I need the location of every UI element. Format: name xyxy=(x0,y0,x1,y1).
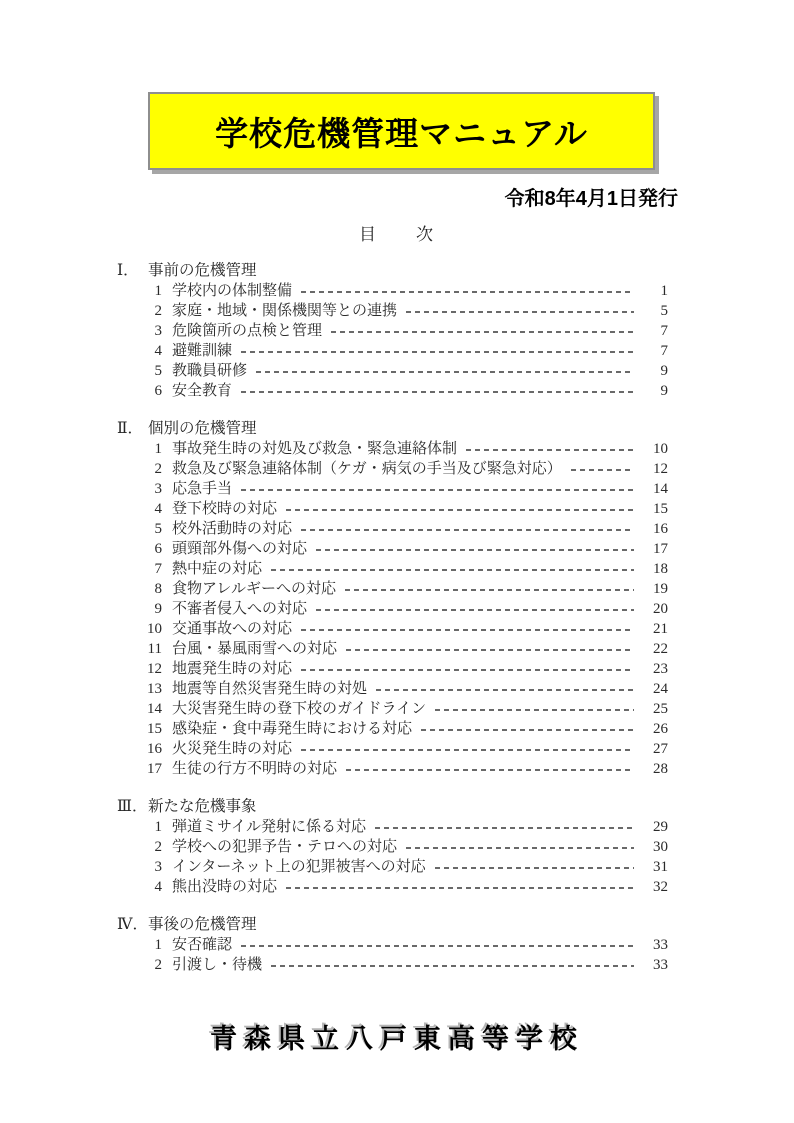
dash-leader xyxy=(376,689,634,691)
item-page-number: 5 xyxy=(660,303,668,319)
item-number: 17 xyxy=(147,761,162,777)
school-name: 青森県立八戸東高等学校 xyxy=(210,1024,584,1054)
item-number: 3 xyxy=(154,323,162,339)
toc-item-row xyxy=(117,579,668,599)
dash-leader xyxy=(271,569,634,571)
item-title: 学校内の体制整備 xyxy=(172,283,293,299)
item-title: 頭頸部外傷への対応 xyxy=(172,541,308,557)
section-items xyxy=(117,817,668,897)
toc-item-row xyxy=(117,361,668,381)
item-number: 4 xyxy=(154,501,162,517)
dash-leader xyxy=(346,769,634,771)
toc-section xyxy=(117,797,668,897)
dash-leader xyxy=(271,965,634,967)
item-number: 3 xyxy=(154,481,162,497)
dash-leader xyxy=(241,945,634,947)
item-page-number: 7 xyxy=(660,323,668,339)
toc-section xyxy=(117,419,668,779)
section-numeral: Ⅲ． xyxy=(117,798,148,815)
item-number: 2 xyxy=(154,303,162,319)
item-page-number: 26 xyxy=(653,721,668,737)
toc-item-row xyxy=(117,659,668,679)
item-title: 感染症・食中毒発生時における対応 xyxy=(172,721,413,737)
item-title: 危険箇所の点検と管理 xyxy=(172,323,323,339)
dash-leader xyxy=(346,649,634,651)
item-page-number: 16 xyxy=(653,521,668,537)
item-page-number: 10 xyxy=(653,441,668,457)
item-number: 1 xyxy=(154,937,162,953)
dash-leader xyxy=(241,391,634,393)
dash-leader xyxy=(301,529,634,531)
toc-item-row xyxy=(117,837,668,857)
item-number: 1 xyxy=(154,283,162,299)
toc-heading: 目 次 xyxy=(359,225,435,244)
item-number: 11 xyxy=(147,641,162,657)
item-page-number: 17 xyxy=(653,541,668,557)
item-number: 8 xyxy=(154,581,162,597)
item-title: 地震発生時の対応 xyxy=(172,661,293,677)
toc-item-row xyxy=(117,679,668,699)
section-numeral: Ⅱ． xyxy=(117,420,144,437)
section-title: 事後の危機管理 xyxy=(148,916,257,933)
item-title: 熱中症の対応 xyxy=(172,561,263,577)
toc-item-row xyxy=(117,301,668,321)
toc-item-row xyxy=(117,341,668,361)
toc-item-row xyxy=(117,381,668,401)
dash-leader xyxy=(331,331,634,333)
title-banner xyxy=(148,92,655,170)
item-number: 12 xyxy=(147,661,162,677)
item-number: 16 xyxy=(147,741,162,757)
toc-item-row xyxy=(117,699,668,719)
item-number: 1 xyxy=(154,441,162,457)
dash-leader xyxy=(286,887,634,889)
toc-item-row xyxy=(117,519,668,539)
toc-item-row xyxy=(117,639,668,659)
item-title: 安全教育 xyxy=(172,383,233,399)
toc-item-row xyxy=(117,499,668,519)
item-title: 熊出没時の対応 xyxy=(172,879,278,895)
toc-item-row xyxy=(117,877,668,897)
dash-leader xyxy=(375,827,634,829)
dash-leader xyxy=(345,589,634,591)
dash-leader xyxy=(301,669,634,671)
item-page-number: 15 xyxy=(653,501,668,517)
dash-leader xyxy=(406,311,634,313)
dash-leader xyxy=(241,351,634,353)
item-title: 食物アレルギーへの対応 xyxy=(172,581,337,597)
item-title: 生徒の行方不明時の対応 xyxy=(172,761,338,777)
item-number: 3 xyxy=(154,859,162,875)
item-title: 地震等自然災害発生時の対処 xyxy=(172,681,368,697)
item-title: 応急手当 xyxy=(172,481,233,497)
item-number: 5 xyxy=(154,363,162,379)
toc-item-row xyxy=(117,817,668,837)
toc-item-row xyxy=(117,439,668,459)
dash-leader xyxy=(301,291,634,293)
item-title: 弾道ミサイル発射に係る対応 xyxy=(172,819,366,835)
toc-item-row xyxy=(117,559,668,579)
item-page-number: 18 xyxy=(653,561,668,577)
item-number: 1 xyxy=(154,819,162,835)
item-title: 学校への犯罪予告・テロへの対応 xyxy=(172,839,398,855)
item-title: 家庭・地域・関係機関等との連携 xyxy=(172,303,398,319)
item-number: 2 xyxy=(154,461,162,477)
toc-item-row xyxy=(117,321,668,341)
toc-item-row xyxy=(117,281,668,301)
dash-leader xyxy=(435,709,634,711)
item-title: 引渡し・待機 xyxy=(172,957,263,973)
item-page-number: 14 xyxy=(653,481,668,497)
item-title: インターネット上の犯罪被害への対応 xyxy=(172,859,426,875)
item-page-number: 21 xyxy=(653,621,668,637)
dash-leader xyxy=(301,749,634,751)
item-page-number: 7 xyxy=(660,343,668,359)
item-number: 4 xyxy=(154,343,162,359)
toc-item-row xyxy=(117,459,668,479)
item-title: 不審者侵入への対応 xyxy=(172,601,308,617)
item-page-number: 19 xyxy=(653,581,668,597)
item-number: 6 xyxy=(154,541,162,557)
dash-leader xyxy=(316,609,634,611)
item-title: 交通事故への対応 xyxy=(172,621,293,637)
section-heading xyxy=(117,261,668,281)
toc-item-row xyxy=(117,857,668,877)
item-number: 2 xyxy=(154,957,162,973)
item-page-number: 12 xyxy=(653,461,668,477)
item-page-number: 25 xyxy=(653,701,668,717)
item-number: 9 xyxy=(154,601,162,617)
item-number: 10 xyxy=(147,621,162,637)
toc-item-row xyxy=(117,479,668,499)
toc-item-row xyxy=(117,955,668,975)
section-heading xyxy=(117,915,668,935)
dash-leader xyxy=(421,729,634,731)
section-numeral: Ⅳ． xyxy=(117,916,148,933)
section-items xyxy=(117,281,668,401)
item-title: 大災害発生時の登下校のガイドライン xyxy=(172,701,427,717)
toc-item-row xyxy=(117,739,668,759)
dash-leader xyxy=(466,449,634,451)
item-number: 5 xyxy=(154,521,162,537)
dash-leader xyxy=(316,549,634,551)
toc-item-row xyxy=(117,935,668,955)
item-title: 安否確認 xyxy=(172,937,233,953)
item-page-number: 22 xyxy=(653,641,668,657)
item-page-number: 27 xyxy=(653,741,668,757)
item-number: 13 xyxy=(147,681,162,697)
section-title: 事前の危機管理 xyxy=(148,262,257,279)
item-page-number: 30 xyxy=(653,839,668,855)
dash-leader xyxy=(571,469,634,471)
toc-item-row xyxy=(117,619,668,639)
item-title: 火災発生時の対応 xyxy=(172,741,293,757)
item-number: 6 xyxy=(154,383,162,399)
toc-section xyxy=(117,261,668,401)
item-page-number: 31 xyxy=(653,859,668,875)
dash-leader xyxy=(435,867,634,869)
toc-item-row xyxy=(117,759,668,779)
item-number: 7 xyxy=(154,561,162,577)
issue-date: 令和8年4月1日発行 xyxy=(504,188,678,210)
item-page-number: 20 xyxy=(653,601,668,617)
item-number: 15 xyxy=(147,721,162,737)
item-page-number: 9 xyxy=(660,383,668,399)
item-title: 救急及び緊急連絡体制（ケガ・病気の手当及び緊急対応） xyxy=(172,461,562,477)
item-page-number: 32 xyxy=(653,879,668,895)
dash-leader xyxy=(286,509,634,511)
item-title: 校外活動時の対応 xyxy=(172,521,293,537)
item-page-number: 24 xyxy=(653,681,668,697)
item-page-number: 33 xyxy=(653,957,668,973)
item-title: 避難訓練 xyxy=(172,343,233,359)
toc-item-row xyxy=(117,599,668,619)
dash-leader xyxy=(301,629,634,631)
item-page-number: 29 xyxy=(653,819,668,835)
section-title: 個別の危機管理 xyxy=(148,420,257,437)
toc xyxy=(117,261,668,975)
section-numeral: Ⅰ． xyxy=(117,262,139,279)
item-page-number: 1 xyxy=(660,283,668,299)
section-heading xyxy=(117,797,668,817)
dash-leader xyxy=(406,847,634,849)
section-heading xyxy=(117,419,668,439)
item-title: 事故発生時の対処及び救急・緊急連絡体制 xyxy=(172,441,458,457)
item-number: 2 xyxy=(154,839,162,855)
dash-leader xyxy=(241,489,634,491)
toc-item-row xyxy=(117,719,668,739)
item-title: 登下校時の対応 xyxy=(172,501,278,517)
toc-item-row xyxy=(117,539,668,559)
dash-leader xyxy=(256,371,634,373)
manual-title: 学校危機管理マニュアル xyxy=(215,114,588,152)
toc-section xyxy=(117,915,668,975)
item-number: 14 xyxy=(147,701,162,717)
item-page-number: 33 xyxy=(653,937,668,953)
section-items xyxy=(117,439,668,779)
item-number: 4 xyxy=(154,879,162,895)
item-page-number: 9 xyxy=(660,363,668,379)
item-title: 台風・暴風雨雪への対応 xyxy=(172,641,338,657)
section-title: 新たな危機事象 xyxy=(148,798,257,815)
item-page-number: 23 xyxy=(653,661,668,677)
item-page-number: 28 xyxy=(653,761,668,777)
section-items xyxy=(117,935,668,975)
item-title: 教職員研修 xyxy=(172,363,248,379)
